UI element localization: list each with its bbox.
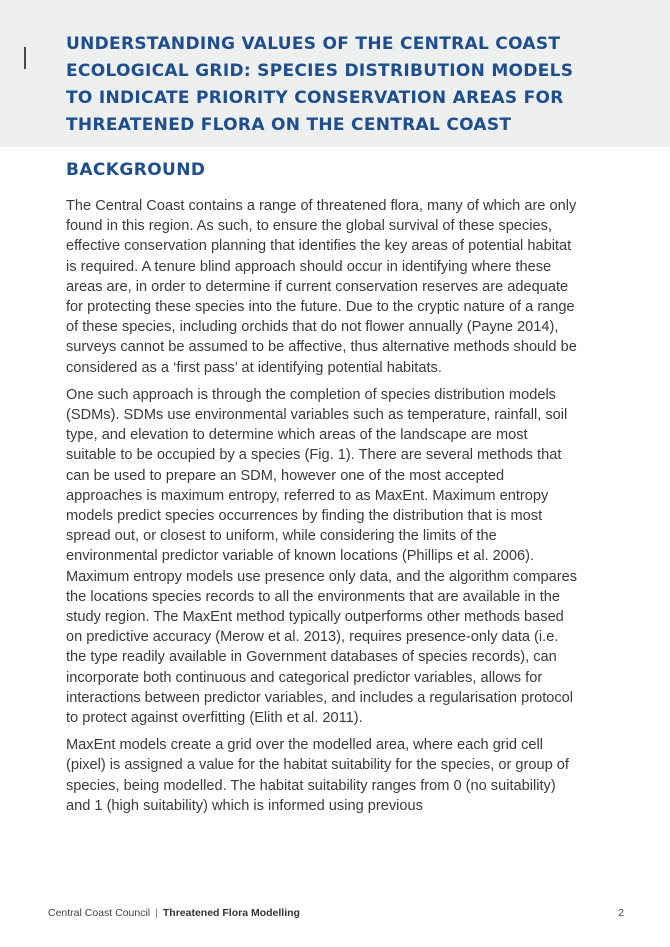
section-marker (24, 47, 26, 69)
section-heading: BACKGROUND (66, 160, 206, 180)
footer-separator: | (155, 907, 158, 919)
paragraph: MaxEnt models create a grid over the modelled area, where each grid cell (pixel) is assigned a value for the habitat suitability for the species, or group of species, being modelled. The habitat suitability ranges from 0 (no suitability) and 1 (high suitability) which is informed using previous (66, 737, 569, 814)
document-title: UNDERSTANDING VALUES OF THE CENTRAL COAST ECOLOGICAL GRID: SPECIES DISTRIBUTION MODELS TO INDICATE PRIORITY CONSERVATION AREAS FOR THREATENED FLORA ON THE CENTRAL COAST (66, 34, 574, 135)
page-footer (48, 907, 624, 919)
body-text (66, 196, 580, 823)
footer-organization: Central Coast Council (48, 907, 151, 919)
paragraph: One such approach is through the completion of species distribution models (SDMs). SDMs use environmental variables such as temperature, rainfall, soil type, and elevation to determine which areas of the landscape are most suitable to be occupied by a species (Fig. 1). There are several methods that can be used to prepare an SDM, however one of the most accepted approaches is maximum entropy, referred to as MaxEnt. Maximum entropy models predict species occurrences by finding the distribution that is most spread out, or closest to uniform, while considering the limits of the environmental predictor variable of known locations (Phillips et al. 2006). Maximum entropy models use presence only data, and the algorithm compares the locations species records to all the environments that are available in the study region. The MaxEnt method typically outperforms other methods based on predictive accuracy (Merow et al. 2013), requires presence-only data (i.e. the type readily available in Government databases of species records), can incorporate both continuous and categorical predictor variables, allows for interactions between predictor variables, and includes a regularisation protocol to protect against overfitting (Elith et al. 2011). (66, 386, 578, 727)
page-number: 2 (618, 907, 624, 919)
paragraph: The Central Coast contains a range of threatened flora, many of which are only found in this region. As such, to ensure the global survival of these species, effective conservation planning that identifies the key areas of potential habitat is required. A tenure blind approach should occur in identifying where these areas are, in order to determine if current conservation reserves are adequate for protecting these species into the future. Due to the cryptic nature of a range of these species, including orchids that do not flower annually (Payne 2014), surveys cannot be assumed to be affective, thus alternative methods should be considered as a ‘first pass’ at identifying potential habitats. (66, 198, 577, 376)
footer-document-title: Threatened Flora Modelling (162, 907, 300, 919)
